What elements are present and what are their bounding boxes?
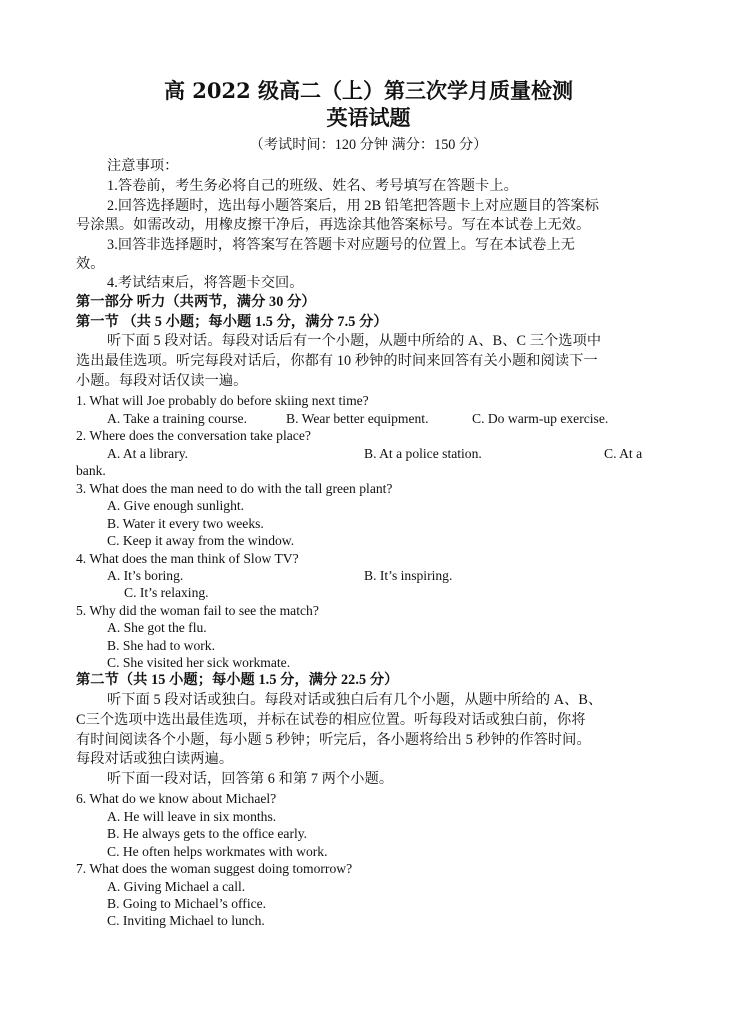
- question-6-option-c: C. He often helps workmates with work.: [107, 844, 328, 859]
- question-4-stem: 4. What does the man think of Slow TV?: [76, 551, 299, 566]
- section1-instructions-cont: 选出最佳选项。听完每段对话后，你都有 10 秒钟的时间来回答有关小题和阅读下一: [76, 353, 598, 369]
- question-7-option-a: A. Giving Michael a call.: [107, 879, 246, 894]
- question-5-option-a: A. She got the flu.: [107, 620, 207, 635]
- section2-instructions-end: 每段对话或独白读两遍。: [76, 751, 234, 767]
- section1-instructions: 听下面 5 段对话。每段对话后有一个小题，从题中所给的 A、B、C 三个选项中: [107, 333, 602, 349]
- group-intro: 听下面一段对话，回答第 6 和第 7 两个小题。: [107, 771, 394, 787]
- question-6-option-a: A. He will leave in six months.: [107, 809, 277, 824]
- section2-instructions-cont-1: C三个选项中选出最佳选项，并标在试卷的相应位置。听每段对话或独白前，你将: [76, 712, 586, 728]
- exam-subject-title: 英语试题: [326, 105, 411, 130]
- notice-item-4: 4.考试结束后，将答题卡交回。: [107, 275, 304, 291]
- question-3-option-b: B. Water it every two weeks.: [107, 516, 264, 531]
- question-4-option-a: A. It’s boring.: [107, 568, 184, 583]
- question-7-stem: 7. What does the woman suggest doing tomorrow?: [76, 861, 353, 876]
- question-2-option-c-cont: bank.: [76, 463, 106, 478]
- question-1-stem: 1. What will Joe probably do before skiing next time?: [76, 393, 369, 408]
- question-5-option-b: B. She had to work.: [107, 638, 215, 653]
- question-5-option-c: C. She visited her sick workmate.: [107, 655, 291, 670]
- question-2-option-c: C. At a: [604, 446, 643, 461]
- question-1-option-a: A. Take a training course.: [107, 411, 247, 426]
- notice-item-2-cont: 号涂黑。如需改动，用橡皮擦干净后，再选涂其他答案标号。写在本试卷上无效。: [76, 217, 591, 233]
- part1-heading: 第一部分 听力（共两节，满分 30 分）: [76, 294, 316, 310]
- notice-heading: 注意事项：: [107, 158, 179, 174]
- section1-heading: 第一节 （共 5 小题；每小题 1.5 分，满分 7.5 分）: [76, 314, 388, 330]
- question-4-option-b: B. It’s inspiring.: [364, 568, 453, 583]
- question-1-option-b: B. Wear better equipment.: [286, 411, 429, 426]
- section1-instructions-end: 小题。每段对话仅读一遍。: [76, 373, 248, 389]
- notice-item-3-cont: 效。: [76, 256, 105, 272]
- question-2-option-b: B. At a police station.: [364, 446, 482, 461]
- question-3-option-a: A. Give enough sunlight.: [107, 498, 245, 513]
- question-2-option-a: A. At a library.: [107, 446, 189, 461]
- question-3-option-c: C. Keep it away from the window.: [107, 533, 295, 548]
- exam-info: （考试时间：120 分钟 满分：150 分）: [249, 137, 488, 153]
- section2-heading: 第二节（共 15 小题；每小题 1.5 分，满分 22.5 分）: [76, 672, 399, 688]
- question-7-option-b: B. Going to Michael’s office.: [107, 896, 267, 911]
- question-4-option-c: C. It’s relaxing.: [124, 585, 209, 600]
- question-5-stem: 5. Why did the woman fail to see the match?: [76, 603, 319, 618]
- question-7-option-c: C. Inviting Michael to lunch.: [107, 913, 265, 928]
- question-6-stem: 6. What do we know about Michael?: [76, 791, 277, 806]
- exam-title: 高 2022 级高二（上）第三次学月质量检测: [163, 78, 574, 103]
- notice-item-3: 3.回答非选择题时，将答案写在答题卡对应题号的位置上。写在本试卷上无: [107, 237, 576, 253]
- question-3-stem: 3. What does the man need to do with the tall green plant?: [76, 481, 393, 496]
- question-6-option-b: B. He always gets to the office early.: [107, 826, 308, 841]
- notice-item-1: 1.答卷前，考生务必将自己的班级、姓名、考号填写在答题卡上。: [107, 178, 518, 194]
- section2-instructions-cont-2: 有时间阅读各个小题，每小题 5 秒钟；听完后，各小题将给出 5 秒钟的作答时间。: [76, 732, 591, 748]
- question-2-stem: 2. Where does the conversation take place?: [76, 428, 311, 443]
- notice-item-2: 2.回答选择题时，选出每小题答案后，用 2B 铅笔把答题卡上对应题目的答案标: [107, 198, 600, 214]
- question-1-option-c: C. Do warm-up exercise.: [472, 411, 609, 426]
- section2-instructions: 听下面 5 段对话或独白。每段对话或独白后有几个小题，从题中所给的 A、B、: [107, 692, 603, 708]
